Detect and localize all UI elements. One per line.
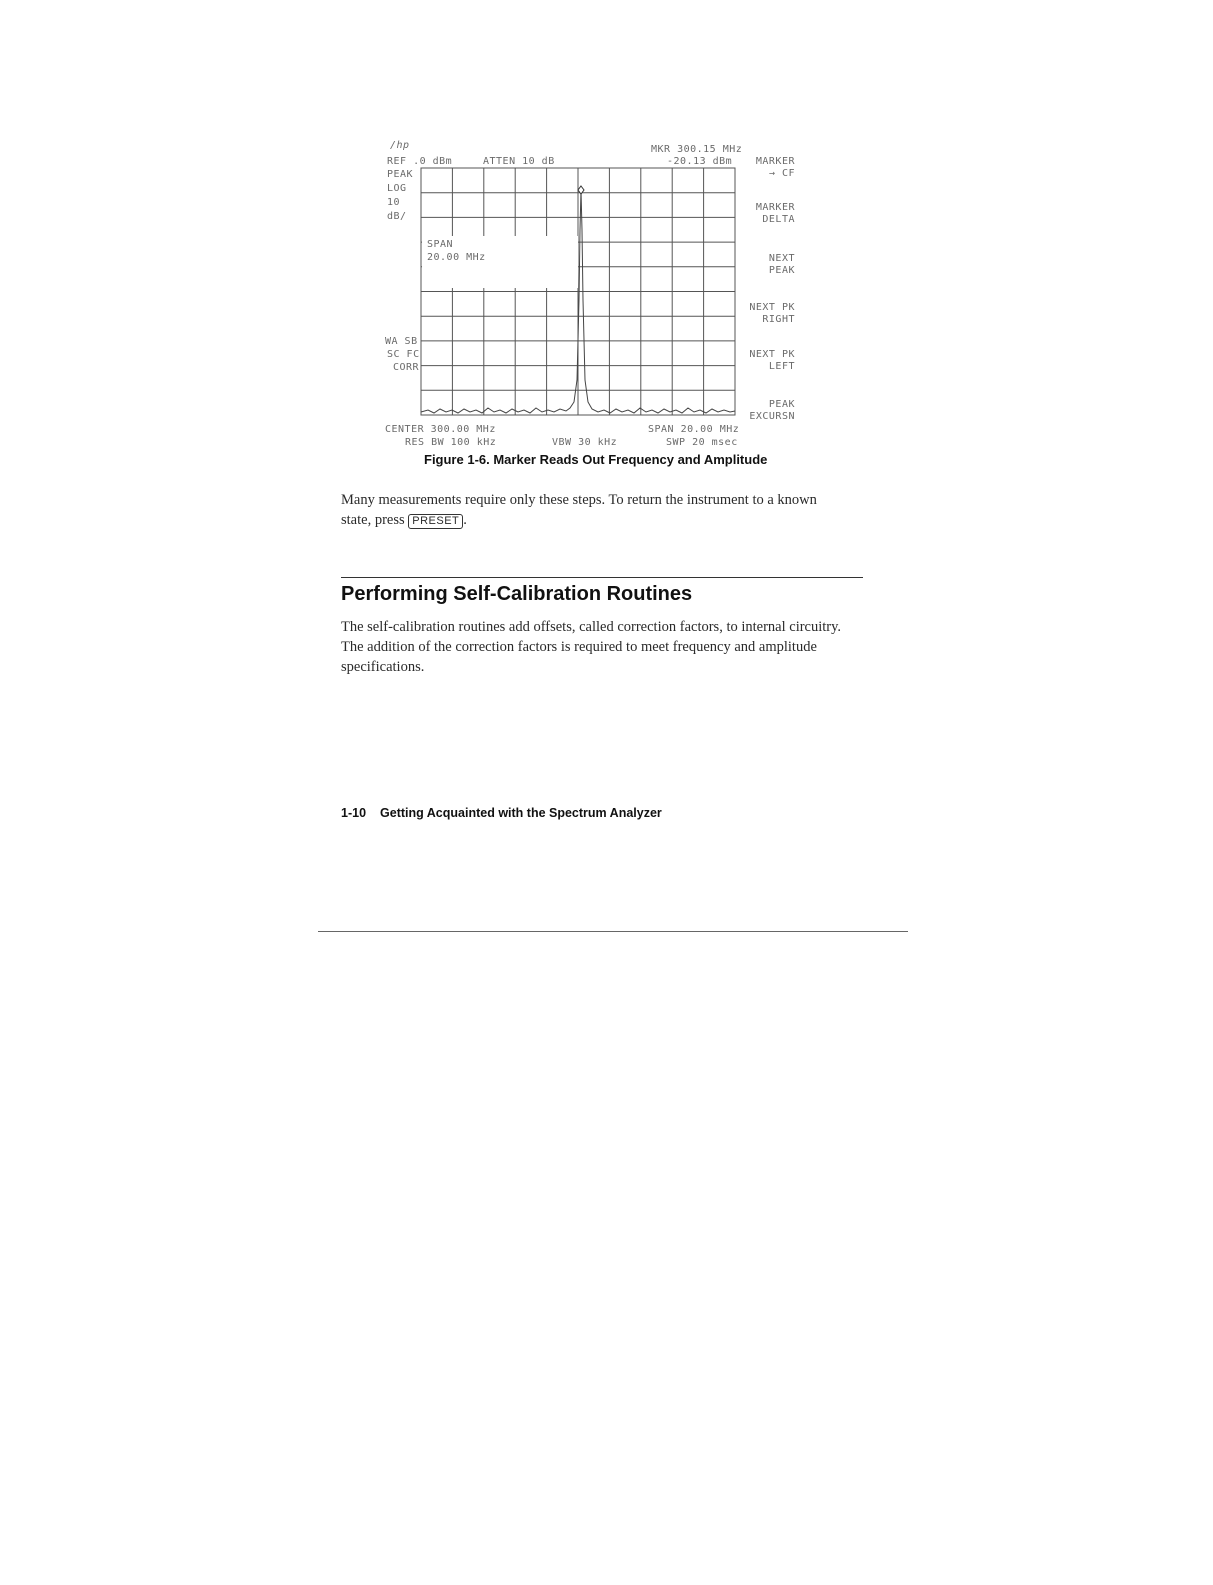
paragraph-preset-text: Many measurements require only these steps. To return the instrument to a known state, press — [341, 492, 817, 528]
chapter-title: Getting Acquainted with the Spectrum Analyzer — [380, 806, 662, 820]
scale-label-db: dB/ — [387, 211, 407, 222]
preset-key: PRESET — [408, 514, 463, 529]
sweep-time-label: SWP 20 msec — [666, 437, 738, 448]
softkey-next-peak: NEXT PEAK — [768, 253, 795, 276]
softkey-marker-delta: MARKER DELTA — [755, 202, 795, 225]
page-bottom-rule — [318, 931, 908, 932]
paragraph-preset — [341, 490, 841, 530]
ref-level-label: REF .0 dBm — [387, 156, 453, 167]
figure-caption: Figure 1-6. Marker Reads Out Frequency and Amplitude — [424, 452, 768, 467]
softkey-peak-excursion: PEAK EXCURSN — [749, 399, 795, 422]
span-label: SPAN 20.00 MHz — [648, 424, 740, 435]
marker-frequency-readout: MKR 300.15 MHz — [651, 144, 743, 155]
center-frequency-label: CENTER 300.00 MHz — [385, 424, 496, 435]
scale-label-peak: PEAK — [387, 169, 414, 180]
hp-logo: /hp — [390, 140, 410, 151]
section-rule — [341, 577, 863, 578]
footer — [341, 806, 662, 820]
section-heading: Performing Self-Calibration Routines — [341, 583, 693, 605]
status-label-wa-sb: WA SB — [385, 336, 418, 347]
softkey-next-peak-right: NEXT PK RIGHT — [749, 302, 795, 325]
span-box-title: SPAN — [427, 239, 454, 250]
span-box-value: 20.00 MHz — [427, 252, 486, 263]
softkey-next-peak-left: NEXT PK LEFT — [749, 349, 795, 372]
scale-label-10: 10 — [387, 197, 401, 208]
res-bw-label: RES BW 100 kHz — [405, 437, 497, 448]
scale-label-log: LOG — [387, 183, 407, 194]
marker-amplitude-readout: -20.13 dBm — [667, 156, 733, 167]
spectrum-graticule — [0, 0, 1213, 480]
page-number: 1-10 — [341, 806, 367, 820]
attenuation-label: ATTEN 10 dB — [483, 156, 555, 167]
status-label-sc-fc: SC FC — [387, 349, 420, 360]
status-label-corr: CORR — [393, 362, 420, 373]
paragraph-preset-end: . — [463, 512, 467, 528]
vbw-label: VBW 30 kHz — [552, 437, 618, 448]
paragraph-self-calibration: The self-calibration routines add offsets, called correction factors, to internal circuitry. The addition of the correction factors is required to meet frequency and amplitude specifications. — [341, 619, 842, 675]
softkey-marker-to-cf: MARKER → CF — [755, 156, 795, 179]
